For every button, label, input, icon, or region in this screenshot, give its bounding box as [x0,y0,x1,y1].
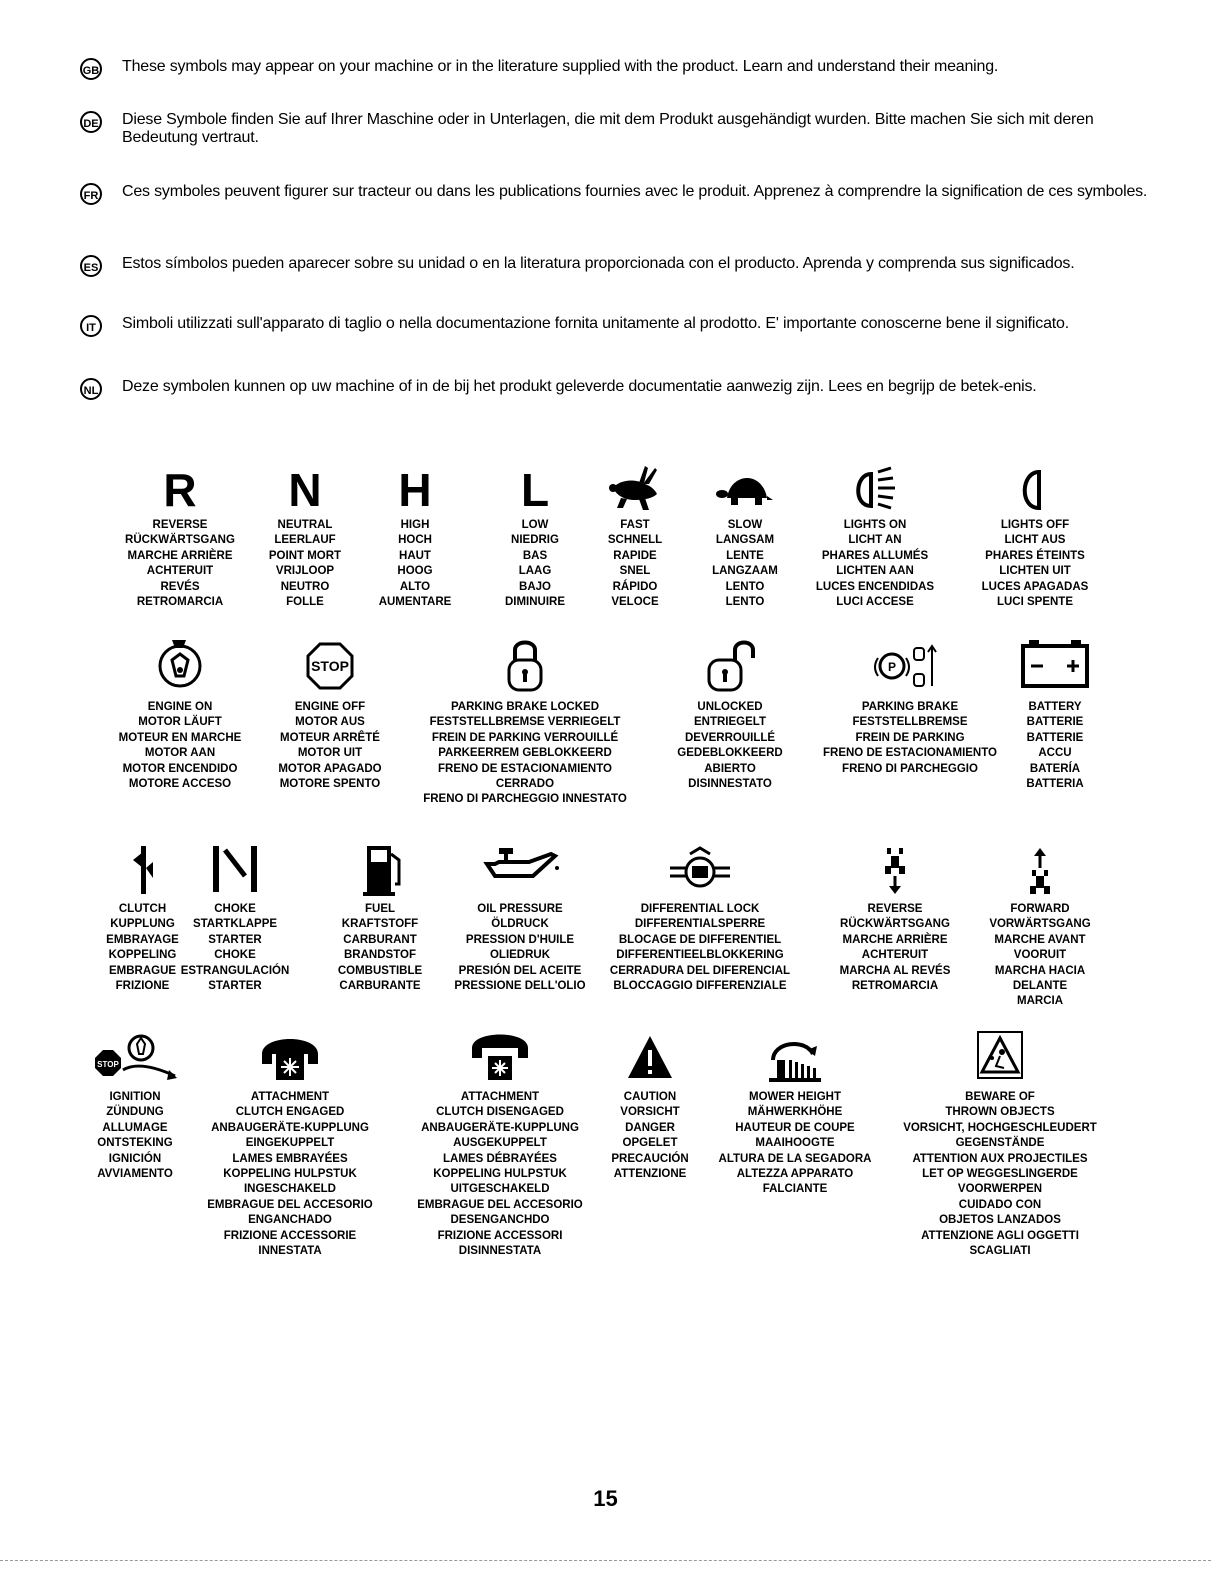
ignition-key-icon [85,1024,185,1090]
symbol-engine-off [260,630,400,792]
intro-text: Simboli utilizzati sull'apparato di taglio o nella documentazione fornita unitamente al prodotto. E' importante conoscerne bene il significato. [122,315,1069,332]
symbol-mower-height [700,1024,890,1198]
attachment-disengaged-icon [460,1024,540,1090]
intro-text: Deze symbolen kunnen op uw machine of in de bij het produkt geleverde documentatie aanwezig zijn. Lees en begrijp de betek-enis. [122,378,1037,395]
intro-text: Diese Symbole finden Sie auf Ihrer Maschine oder in Unterlagen, die mit dem Produkt ausgehändigt wurden. Bitte machen Sie sich mit deren Bedeutung vertraut. [122,111,1094,146]
padlock-unlocked-icon [695,630,765,700]
engine-on-icon [150,630,210,700]
symbol-reverse-tractor [815,838,975,994]
symbol-engine-on [95,630,265,792]
symbol-label: BEWARE OF THROWN OBJECTS VORSICHT, HOCHGESCHLEUDERT GEGENSTÄNDE ATTENTION AUX PROJECTILES LET OP WEGGESLINGERDE VOORWERPEN CUIDADO CON OBJETOS LANZADOS ATTENZIONE AGLI OGGETTI SCAGLIATI [903,1091,1097,1258]
language-badge-de: DE [80,111,102,133]
symbol-label: FAST SCHNELL RAPIDE SNEL RÁPIDO VELOCE [607,519,663,609]
symbol-ignition [80,1024,190,1182]
symbol-slow [690,462,800,610]
low-letter-icon: L [520,464,550,516]
padlock-locked-icon [495,630,555,700]
symbol-label: ATTACHMENT CLUTCH ENGAGED ANBAUGERÄTE-KUPPLUNG EINGEKUPPELT LAMES EMBRAYÉES KOPPELING HULPSTUK INGESCHAKELD EMBRAGUE DEL ACCESORIO ENGANCHADO FRIZIONE ACCESSORIE INNESTATA [207,1091,373,1258]
symbol-label: FORWARD VORWÄRTSGANG MARCHE AVANT VOORUIT MARCHA HACIA DELANTE MARCIA [989,903,1091,1008]
headlight-off-icon [1005,462,1065,518]
symbol-lights-off [960,462,1110,610]
language-badge-it: IT [80,315,102,337]
tractor-forward-arrow-icon [1020,838,1060,902]
rabbit-icon [605,462,665,518]
symbol-attachment-disengaged [400,1024,600,1259]
symbol-label: LIGHTS ON LICHT AN PHARES ALLUMÉS LICHTEN AAN LUCES ENCENDIDAS LUCI ACCESE [815,519,935,609]
language-badge-es: ES [80,255,102,277]
symbol-parking-brake-locked [405,630,645,808]
battery-icon [1015,630,1095,700]
warning-triangle-icon [620,1024,680,1090]
symbol-label: LIGHTS OFF LICHT AUS PHARES ÉTEINTS LICHTEN UIT LUCES APAGADAS LUCI SPENTE [981,519,1089,609]
page-bottom-divider [0,1560,1211,1561]
symbol-label: CAUTION VORSICHT DANGER OPGELET PRECAUCIÓN ATTENZIONE [611,1091,689,1181]
stop-text: STOP [97,1060,119,1069]
symbol-label: ENGINE ON MOTOR LÄUFT MOTEUR EN MARCHE MOTOR AAN MOTOR ENCENDIDO MOTORE ACCESO [118,701,242,791]
symbol-label: IGNITION ZÜNDUNG ALLUMAGE ONTSTEKING IGNICIÓN AVVIAMENTO [97,1091,173,1181]
high-letter-icon: H [398,464,432,516]
differential-lock-icon [660,838,740,902]
symbol-label: PARKING BRAKE FESTSTELLBREMSE FREIN DE PARKING FRENO DE ESTACIONAMIENTO FRENO DI PARCHEGGIO [823,701,997,775]
intro-text: These symbols may appear on your machine or in the literature supplied with the product. Learn and understand their meaning. [122,58,999,75]
symbol-differential-lock [600,838,800,994]
stop-text: STOP [311,658,349,674]
symbol-label: FUEL KRAFTSTOFF CARBURANT BRANDSTOF COMBUSTIBLE CARBURANTE [337,903,423,993]
headlight-on-icon [845,462,905,518]
symbol-lights-on [800,462,950,610]
symbol-forward [980,838,1100,1010]
mower-height-icon [755,1024,835,1090]
symbol-label: MOWER HEIGHT MÄHWERKHÖHE HAUTEUR DE COUPE MAAIHOOGTE ALTURA DE LA SEGADORA ALTEZZA APPARATO FALCIANTE [718,1091,872,1196]
symbol-unlocked [650,630,810,792]
symbol-label: OIL PRESSURE ÖLDRUCK PRESSION D'HUILE OLIEDRUK PRESIÓN DEL ACEITE PRESSIONE DELL'OLIO [454,903,586,993]
page-number: 15 [593,1486,618,1511]
symbol-label: SLOW LANGSAM LENTE LANGZAAM LENTO LENTO [712,519,778,609]
stop-sign-icon [300,630,360,700]
symbol-fast [580,462,690,610]
intro-de [80,111,1160,147]
symbol-fuel [320,838,440,994]
symbol-label: UNLOCKED ENTRIEGELT DEVERROUILLÉ GEDEBLOKKEERD ABIERTO DISINNESTATO [677,701,783,791]
symbol-label: DIFFERENTIAL LOCK DIFFERENTIALSPERRE BLOCAGE DE DIFFERENTIEL DIFFERENTIEELBLOKKERING CERRADURA DEL DIFERENCIAL BLOCCAGGIO DIFFERENZIALE [609,903,791,993]
turtle-icon [713,462,777,518]
symbol-label: REVERSE RÜCKWÄRTSGANG MARCHE ARRIÈRE ACHTERUIT REVÉS RETROMARCIA [125,519,235,609]
intro-text: Ces symboles peuvent figurer sur tracteur ou dans les publications fournies avec le produit. Apprenez à comprendre la signification de ces symboles. [122,183,1148,200]
symbol-label: REVERSE RÜCKWÄRTSGANG MARCHE ARRIÈRE ACHTERUIT MARCHA AL REVÉS RETROMARCIA [839,903,951,993]
language-badge-fr: FR [80,183,102,205]
neutral-letter-icon: N [288,464,322,516]
intro-fr [80,183,1160,201]
clutch-pedal-icon [123,838,163,902]
attachment-engaged-icon [250,1024,330,1090]
symbol-attachment-engaged [190,1024,390,1259]
symbol-label: BATTERY BATTERIE BATTERIE ACCU BATERÍA BATTERIA [1026,701,1084,791]
intro-it [80,315,1160,333]
symbol-label: NEUTRAL LEERLAUF POINT MORT VRIJLOOP NEUTRO FOLLE [268,519,342,609]
language-badge-nl: NL [80,378,102,400]
symbol-oil-pressure [440,838,600,994]
symbol-choke [180,838,290,994]
symbol-reverse-r [100,462,260,610]
symbol-clutch [95,838,190,994]
reverse-letter-icon: R [163,464,197,516]
language-badge-gb: GB [80,58,102,80]
symbol-caution [595,1024,705,1182]
symbol-high [360,462,470,610]
symbol-battery [1000,630,1110,792]
oil-can-icon [475,838,565,902]
symbol-label: ATTACHMENT CLUTCH DISENGAGED ANBAUGERÄTE-KUPPLUNG AUSGEKUPPELT LAMES DÉBRAYÉES KOPPELING HULPSTUK UITGESCHAKELD EMBRAGUE DEL ACCESORIO DESENGANCHDO FRIZIONE ACCESSORI DISINNESTATA [417,1091,583,1258]
thrown-objects-icon [970,1024,1030,1090]
symbol-neutral [250,462,360,610]
intro-es [80,255,1160,273]
symbol-label: ENGINE OFF MOTOR AUS MOTEUR ARRÊTÉ MOTOR UIT MOTOR APAGADO MOTORE SPENTO [278,701,382,791]
svg-text:P: P [887,660,897,674]
symbol-label: HIGH HOCH HAUT HOOG ALTO AUMENTARE [378,519,452,609]
parking-brake-icon [870,630,950,700]
intro-gb [80,58,1160,76]
intro-text: Estos símbolos pueden aparecer sobre su unidad o en la literatura proporcionada con el producto. Aprenda y comprenda sus significados. [122,255,1075,272]
symbol-label: LOW NIEDRIG BAS LAAG BAJO DIMINUIRE [504,519,566,609]
symbol-low [480,462,590,610]
symbol-parking-brake [815,630,1005,777]
symbol-label: PARKING BRAKE LOCKED FESTSTELLBREMSE VERRIEGELT FREIN DE PARKING VERROUILLÉ PARKEERREM GEBLOKKEERD FRENO DE ESTACIONAMIENTO CERRADO FRENO DI PARCHEGGIO INNESTATO [423,701,627,806]
symbol-label: CHOKE STARTKLAPPE STARTER CHOKE ESTRANGULACIÓN STARTER [180,903,290,993]
intro-nl [80,378,1160,396]
tractor-reverse-arrow-icon [875,838,915,902]
fuel-pump-icon [355,838,405,902]
symbol-label: CLUTCH KUPPLUNG EMBRAYAGE KOPPELING EMBRAGUE FRIZIONE [106,903,179,993]
symbol-thrown-objects [880,1024,1120,1259]
choke-icon [205,838,265,902]
